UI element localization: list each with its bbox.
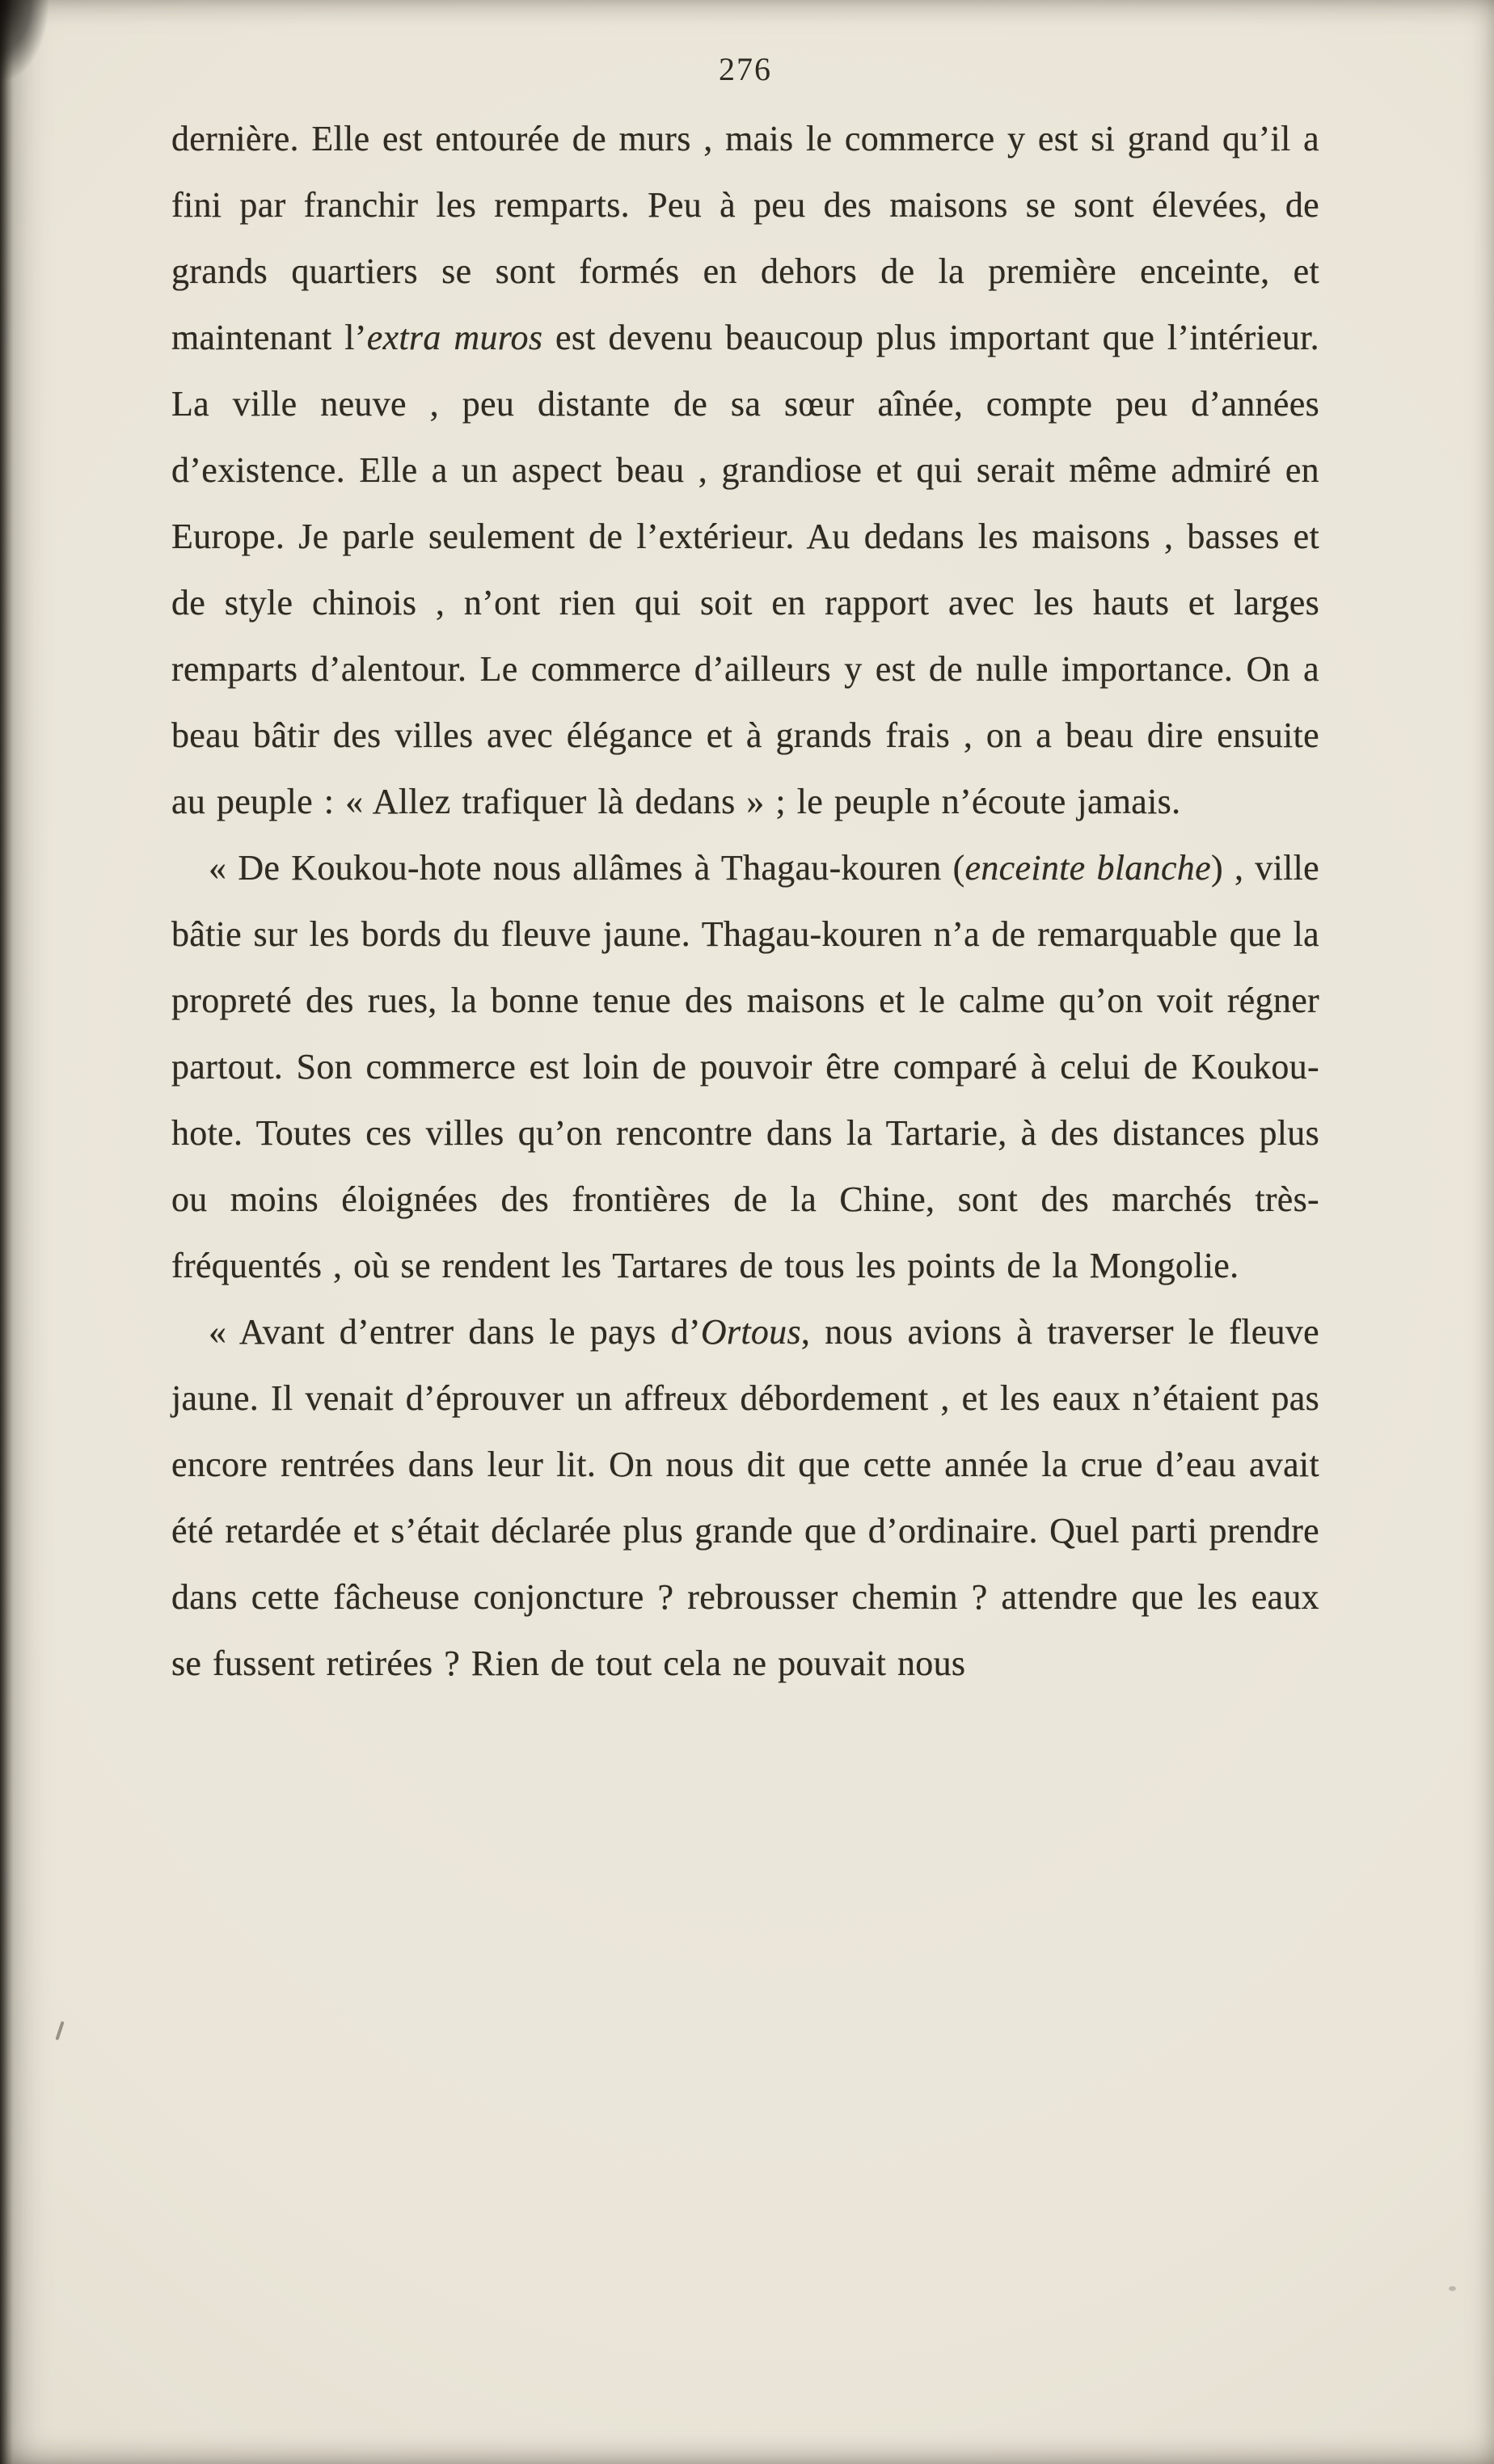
text-run: est devenu beaucoup plus important que l’intérieur. La ville neuve , peu distante de sa sœur aînée, compte peu d’années d’existence. Elle a un aspect beau , grandiose et qui serait même admiré en Europe. Je parle seulement de l’extérieur. Au dedans les maisons , basses et de style chinois , n’ont rien qui soit en rapport avec les hauts et larges remparts d’alentour. Le commerce d’ailleurs y est de nulle importance. On a beau bâtir des villes avec élégance et à grands frais , on a beau dire ensuite au peuple : « Allez trafiquer là dedans » ; le peuple n’écoute jamais. [171, 318, 1319, 821]
paragraph [171, 835, 1319, 1299]
scan-speck [1449, 2286, 1456, 2291]
italic-text-run: Ortous [700, 1312, 801, 1352]
text-run: « Avant d’entrer dans le pays d’ [209, 1312, 701, 1352]
text-run: « De Koukou-hote nous allâmes à Thagau-kouren ( [209, 848, 965, 888]
text-block [171, 106, 1319, 1697]
binding-shadow [0, 0, 13, 2464]
page-number: 276 [719, 51, 772, 87]
italic-text-run: enceinte blanche [964, 848, 1211, 888]
scan-speck [55, 2021, 64, 2040]
text-run: , nous avions à traverser le fleuve jaune. Il venait d’éprouver un affreux débordement , et les eaux n’étaient pas encore rentrées dans leur lit. On nous dit que cette année la crue d’eau avait été retardée et s’était déclarée plus grande que d’ordinaire. Quel parti prendre dans cette fâcheuse conjoncture ? rebrousser chemin ? attendre que les eaux se fussent retirées ? Rien de tout cela ne pouvait nous [171, 1312, 1319, 1683]
scan-corner-mark [0, 0, 49, 81]
text-run: dernière. Elle est entourée de murs , mais le commerce y est si grand qu’il a fini par franchir les remparts. Peu à peu des maisons se sont élevées, de grands quartiers se sont formés en dehors de la première enceinte, et maintenant l’ [171, 119, 1319, 357]
text-run: ) , ville bâtie sur les bords du fleuve jaune. Thagau-kouren n’a de remarquable que la propreté des rues, la bonne tenue des maisons et le calme qu’on voit régner partout. Son commerce est loin de pouvoir être comparé à celui de Koukou-hote. Toutes ces villes qu’on rencontre dans la Tartarie, à des distances plus ou moins éloignées des frontières de la Chine, sont des marchés très-fréquentés , où se rendent les Tartares de tous les points de la Mongolie. [171, 848, 1319, 1285]
italic-text-run: extra muros [366, 318, 543, 357]
paragraph [171, 1299, 1319, 1697]
page-content [171, 50, 1319, 1697]
paragraph [171, 106, 1319, 835]
